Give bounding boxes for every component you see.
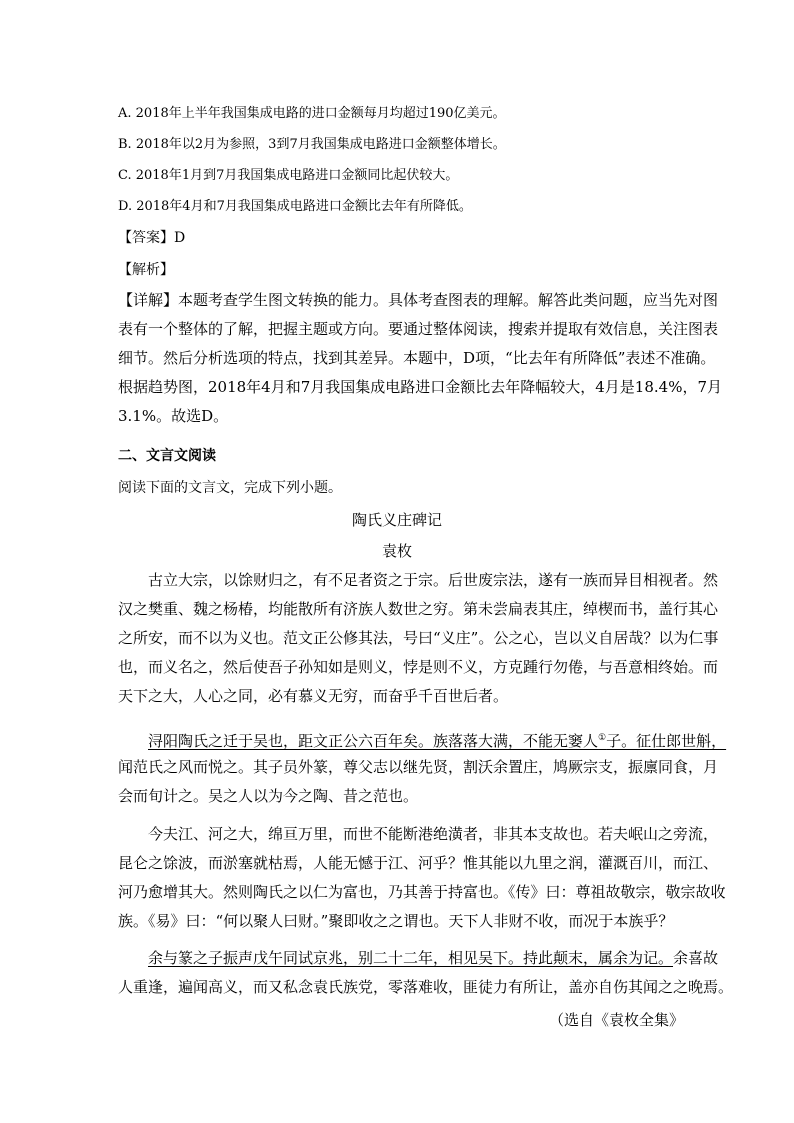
text-line xyxy=(118,944,719,973)
text-line: 昆仑之馀波，而淤塞就枯焉，人能无憾于江、河乎？惟其能以九里之润，灌溉百川，而江、 xyxy=(118,854,719,872)
text-line: 族。《易》曰：“何以聚人曰财。”聚即收之之谓也。天下人非财不收，而况于本族乎？ xyxy=(118,912,674,930)
text-segment: 子。征仕郎世斛， xyxy=(606,732,727,750)
analysis-label: 【解析】 xyxy=(118,262,174,278)
section-heading: 二、文言文阅读 xyxy=(118,448,216,464)
detail-line: 3.1%。故选D。 xyxy=(118,407,229,425)
answer-line: 【答案】D xyxy=(118,230,186,246)
detail-line: 细节。然后分析选项的特点，找到其差异。本题中，D项，“比去年有所降低”表述不准确。 xyxy=(118,349,716,367)
underlined-line xyxy=(118,724,727,756)
detail-line: 【详解】本题考查学生图文转换的能力。具体考查图表的理解。解答此类问题，应当先对图 xyxy=(118,291,719,309)
text-segment: 浔阳陶氏之迁于吴也，距文正公六百年矣。族落落大满，不能无窭人 xyxy=(148,732,599,750)
detail-line: 根据趋势图，2018年4月和7月我国集成电路进口金额比去年降幅较大，4月是18.4%，7月 xyxy=(118,378,723,396)
text-line: 河乃愈增其大。然则陶氏之以仁为富也，乃其善于持富也。《传》曰：尊祖故敬宗，敬宗故收 xyxy=(118,883,726,901)
text-segment: 余喜故 xyxy=(673,949,719,967)
text-line: 也，而义名之，然后使吾子孙知如是则义，悖是则不义，方克踵行勿倦，与吾意相终始。而 xyxy=(118,658,719,676)
text-line: 闻范氏之风而悦之。其子员外篆，尊父志以继先贤，割沃余置庄，鸠厥宗支，振廪同食，月 xyxy=(118,758,719,776)
text-line: 今夫江、河之大，绵亘万里，而世不能断港绝潢者，非其本支故也。若夫岷山之旁流， xyxy=(148,825,719,843)
passage-title: 陶氏义庄碑记 xyxy=(351,511,442,529)
text-line: 汉之樊重、魏之杨椿，均能散所有济族人数世之穷。第未尝扁表其庄，绰楔而书，盖行其心 xyxy=(118,600,719,618)
option-b: B. 2018年以2月为参照，3到7月我国集成电路进口金额整体增长。 xyxy=(118,137,506,152)
option-d: D. 2018年4月和7月我国集成电路进口金额比去年有所降低。 xyxy=(118,199,472,214)
underlined-segment: 余与篆之子振声戊午同试京兆，别二十二年，相见吴下。持此颠末，属余为记。 xyxy=(148,949,674,967)
detail-line: 表有一个整体的了解，把握主题或方向。要通过整体阅读，搜索并提取有效信息，关注图表 xyxy=(118,320,719,338)
text-line: 之所安，而不以为义也。范文正公修其法，号曰“义庄”。公之心，岂以义自居哉？以为仁事 xyxy=(118,629,719,647)
footnote-marker: ① xyxy=(598,733,607,743)
option-c: C. 2018年1月到7月我国集成电路进口金额同比起伏较大。 xyxy=(118,168,459,183)
text-line: 天下之大，人心之同，必有慕义无穷，而奋乎千百世后者。 xyxy=(118,687,509,705)
text-line: 人重逢，遍闻高义，而又私念袁氏族党，零落难收，匪徒力有所让，盖亦自伤其闻之之晚焉。 xyxy=(118,978,734,996)
instruction: 阅读下面的文言文，完成下列小题。 xyxy=(118,480,342,496)
text-line: 会而旬计之。吴之人以为今之陶、昔之范也。 xyxy=(118,787,419,805)
text-line: 古立大宗，以馀财归之，有不足者资之于宗。后世废宗法，遂有一族而异目相视者。然 xyxy=(148,571,719,589)
source-citation: （选自《袁枚全集》 xyxy=(548,1011,684,1029)
option-a: A. 2018年上半年我国集成电路的进口金额每月均超过190亿美元。 xyxy=(118,106,506,121)
passage-author: 袁枚 xyxy=(381,542,412,560)
